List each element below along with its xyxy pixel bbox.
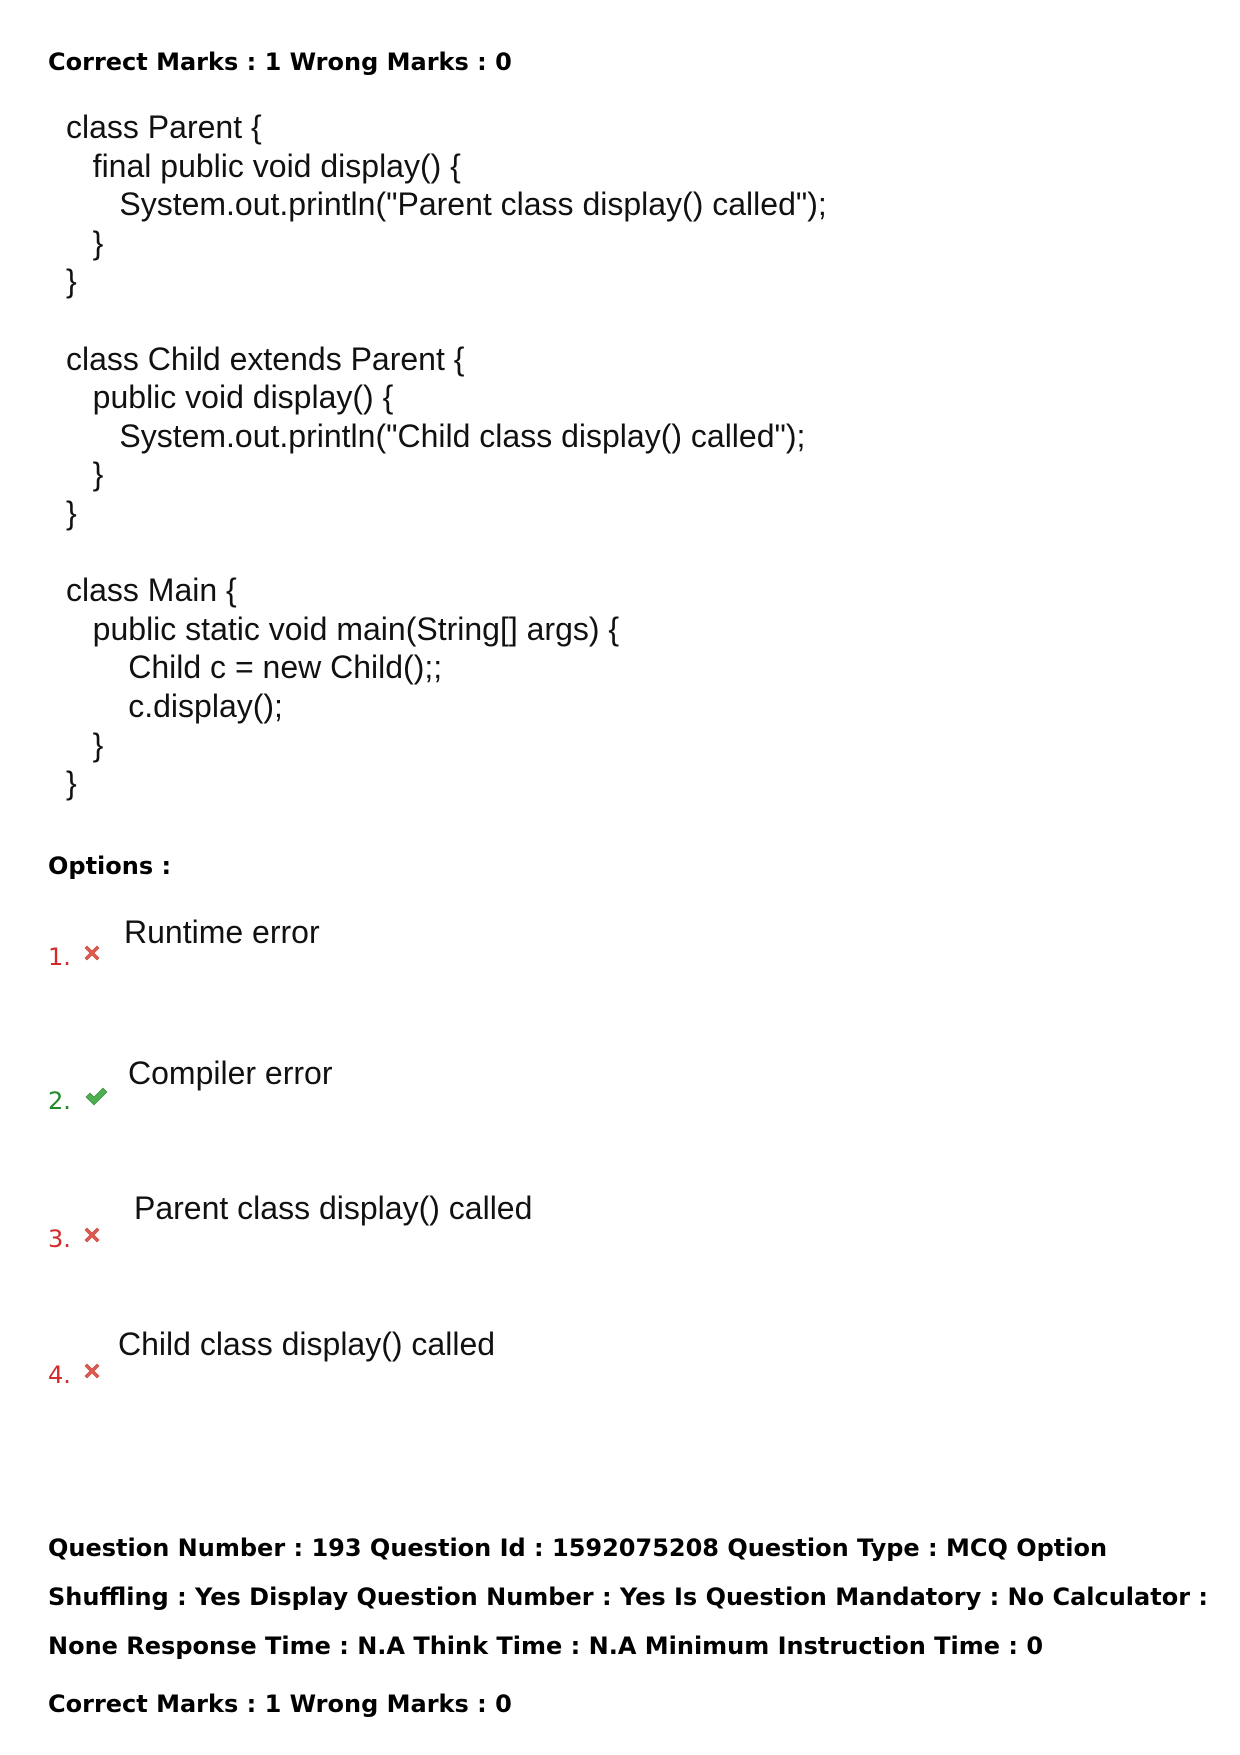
option-text: Runtime error [124, 914, 320, 950]
code-line: } [66, 456, 104, 493]
option-item [48, 1324, 948, 1389]
option-text: Child class display() called [118, 1326, 496, 1362]
cross-icon [80, 1223, 104, 1247]
option-number: 1. [48, 943, 71, 971]
code-line: final public void display() { [66, 147, 461, 184]
option-number: 4. [48, 1361, 71, 1389]
check-icon [84, 1084, 108, 1108]
code-line: System.out.println("Parent class display() called"); [66, 186, 827, 223]
option-item [48, 912, 948, 972]
code-line: public void display() { [66, 379, 394, 416]
options-heading: Options : [48, 852, 172, 880]
code-line: class Main { [66, 572, 237, 609]
question-code-image [66, 108, 827, 803]
code-line: Child c = new Child();; [66, 649, 443, 686]
code-line: } [66, 726, 104, 763]
option-item [48, 1053, 948, 1113]
code-line: } [66, 765, 77, 802]
option-text: Compiler error [128, 1055, 333, 1091]
code-line: class Child extends Parent { [66, 340, 465, 377]
code-line: } [66, 224, 104, 261]
code-line: } [66, 263, 77, 300]
marks-info: Correct Marks : 1 Wrong Marks : 0 [48, 1690, 512, 1718]
code-line: } [66, 494, 77, 531]
marks-info: Correct Marks : 1 Wrong Marks : 0 [48, 48, 512, 76]
option-number: 3. [48, 1225, 71, 1253]
cross-icon [80, 941, 104, 965]
option-number: 2. [48, 1087, 71, 1115]
cross-icon [80, 1359, 104, 1383]
code-line: c.display(); [66, 687, 283, 724]
code-line: public static void main(String[] args) { [66, 610, 620, 647]
option-text: Parent class display() called [134, 1190, 533, 1226]
code-line: System.out.println("Child class display() called"); [66, 417, 806, 454]
question-meta: Question Number : 193 Question Id : 1592075208 Question Type : MCQ Option Shuffling : Yes Display Question Number : Yes Is Question Mandatory : No Calculator : None Response Time : N.A Think Time : N.A Minimum Instruction Time : 0 [48, 1534, 1208, 1660]
code-line: class Parent { [66, 109, 262, 145]
option-item [48, 1188, 948, 1253]
